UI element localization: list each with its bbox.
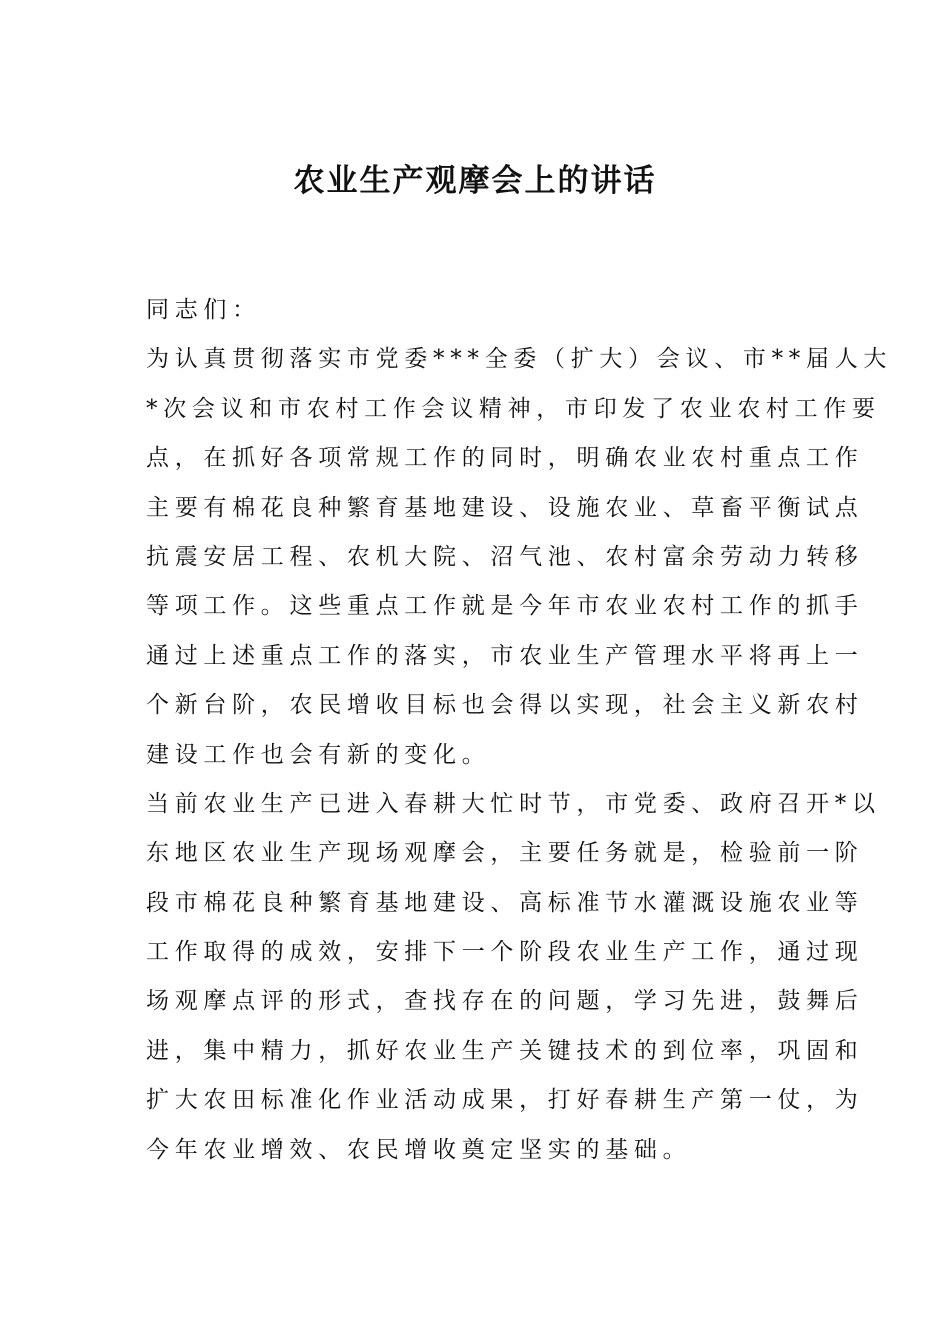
paragraph-line: 当前农业生产已进入春耕大忙时节，市党委、政府召开*以 xyxy=(146,790,881,817)
paragraph-line: 扩大农田标准化作业活动成果，打好春耕生产第一仗，为 xyxy=(146,1087,864,1114)
paragraph-line: 今年农业增效、农民增收奠定坚实的基础。 xyxy=(146,1136,692,1163)
paragraph-line: 通过上述重点工作的落实，市农业生产管理水平将再上一 xyxy=(146,642,864,669)
paragraph-line: 建设工作也会有新的变化。 xyxy=(146,741,491,768)
paragraph-line: 段市棉花良种繁育基地建设、高标准节水灌溉设施农业等 xyxy=(146,889,864,916)
paragraph-line: *次会议和市农村工作会议精神，市印发了农业农村工作要 xyxy=(146,395,881,422)
paragraph-line: 场观摩点评的形式，查找存在的问题，学习先进，鼓舞后 xyxy=(146,988,864,1015)
paragraph-line: 为认真贯彻落实市党委***全委（扩大）会议、市**届人大 xyxy=(146,346,893,373)
paragraph-line: 个新台阶，农民增收目标也会得以实现，社会主义新农村 xyxy=(146,692,864,719)
paragraph-line: 进，集中精力，抓好农业生产关键技术的到位率，巩固和 xyxy=(146,1037,864,1064)
paragraph-line: 点，在抓好各项常规工作的同时，明确农业农村重点工作 xyxy=(146,445,864,472)
paragraph-line: 东地区农业生产现场观摩会，主要任务就是，检验前一阶 xyxy=(146,840,864,867)
salutation-line: 同志们： xyxy=(146,297,261,323)
document-title: 农业生产观摩会上的讲话 xyxy=(293,163,657,199)
paragraph-line: 主要有棉花良种繁育基地建设、设施农业、草畜平衡试点 xyxy=(146,494,864,521)
document-body xyxy=(146,286,893,1175)
paragraph-line: 工作取得的成效，安排下一个阶段农业生产工作，通过现 xyxy=(146,939,864,966)
paragraph-line: 等项工作。这些重点工作就是今年市农业农村工作的抓手 xyxy=(146,593,864,620)
paragraph-line: 抗震安居工程、农机大院、沼气池、农村富余劳动力转移 xyxy=(146,543,864,570)
